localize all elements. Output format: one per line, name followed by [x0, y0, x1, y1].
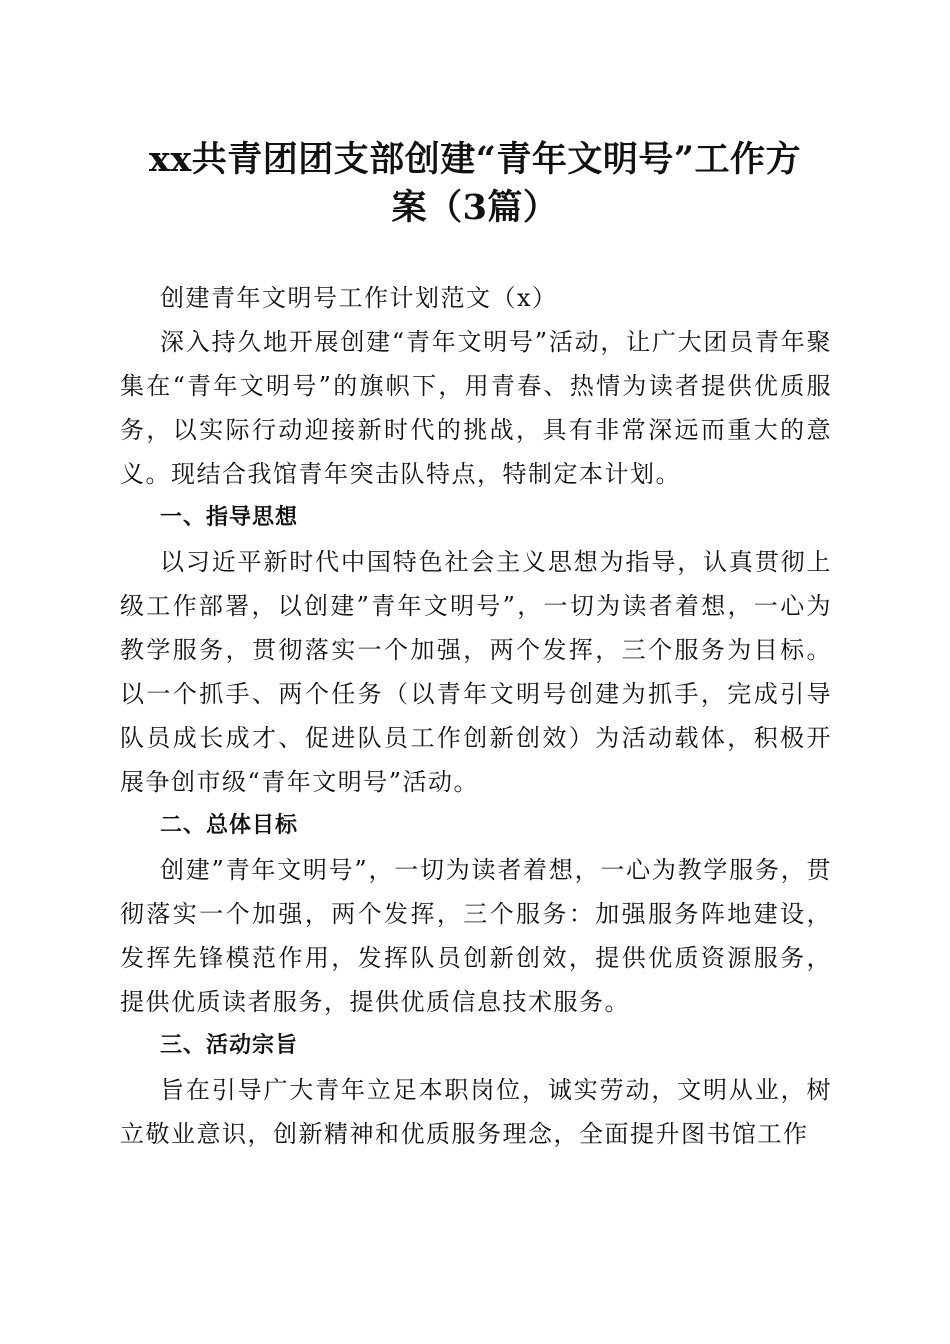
intro-paragraph: 深入持久地开展创建“青年文明号”活动，让广大团员青年聚集在“青年文明号”的旗帜下，用青春、热情为读者提供优质服务，以实际行动迎接新时代的挑战，具有非常深远而重大的意义。现结合我馆青年突击队特点，特制定本计划。 [120, 328, 832, 488]
section-text-activity-purpose: 旨在引导广大青年立足本职岗位，诚实劳动，文明从业，树立敬业意识，创新精神和优质服务理念，全面提升图书馆工作 [120, 1076, 832, 1148]
section-heading-overall-goal: 二、总体目标 [160, 813, 299, 838]
section-heading-activity-purpose: 三、活动宗旨 [160, 1033, 299, 1058]
document-title [120, 136, 830, 232]
document-body [120, 276, 832, 1156]
section-text-guiding-ideology: 以习近平新时代中国特色社会主义思想为指导，认真贯彻上级工作部署，以创建”青年文明号”，一切为读者着想，一心为教学服务，贯彻落实一个加强，两个发挥，三个服务为目标。以一个抓手、两个任务（以青年文明号创建为抓手，完成引导队员成长成才、促进队员工作创新创效）为活动载体，积极开展争创市级“青年文明号”活动。 [120, 548, 832, 796]
section-heading-guiding-ideology: 一、指导思想 [160, 505, 299, 530]
subtitle: 创建青年文明号工作计划范文（x） [160, 284, 558, 312]
section-text-overall-goal: 创建”青年文明号”，一切为读者着想，一心为教学服务，贯彻落实一个加强，两个发挥，三个服务：加强服务阵地建设，发挥先锋模范作用，发挥队员创新创效，提供优质资源服务，提供优质读者服务，提供优质信息技术服务。 [120, 856, 832, 1016]
title-line-2: 案（3篇） [391, 187, 559, 228]
title-line-1: xx共青团团支部创建“青年文明号”工作方 [149, 139, 801, 180]
